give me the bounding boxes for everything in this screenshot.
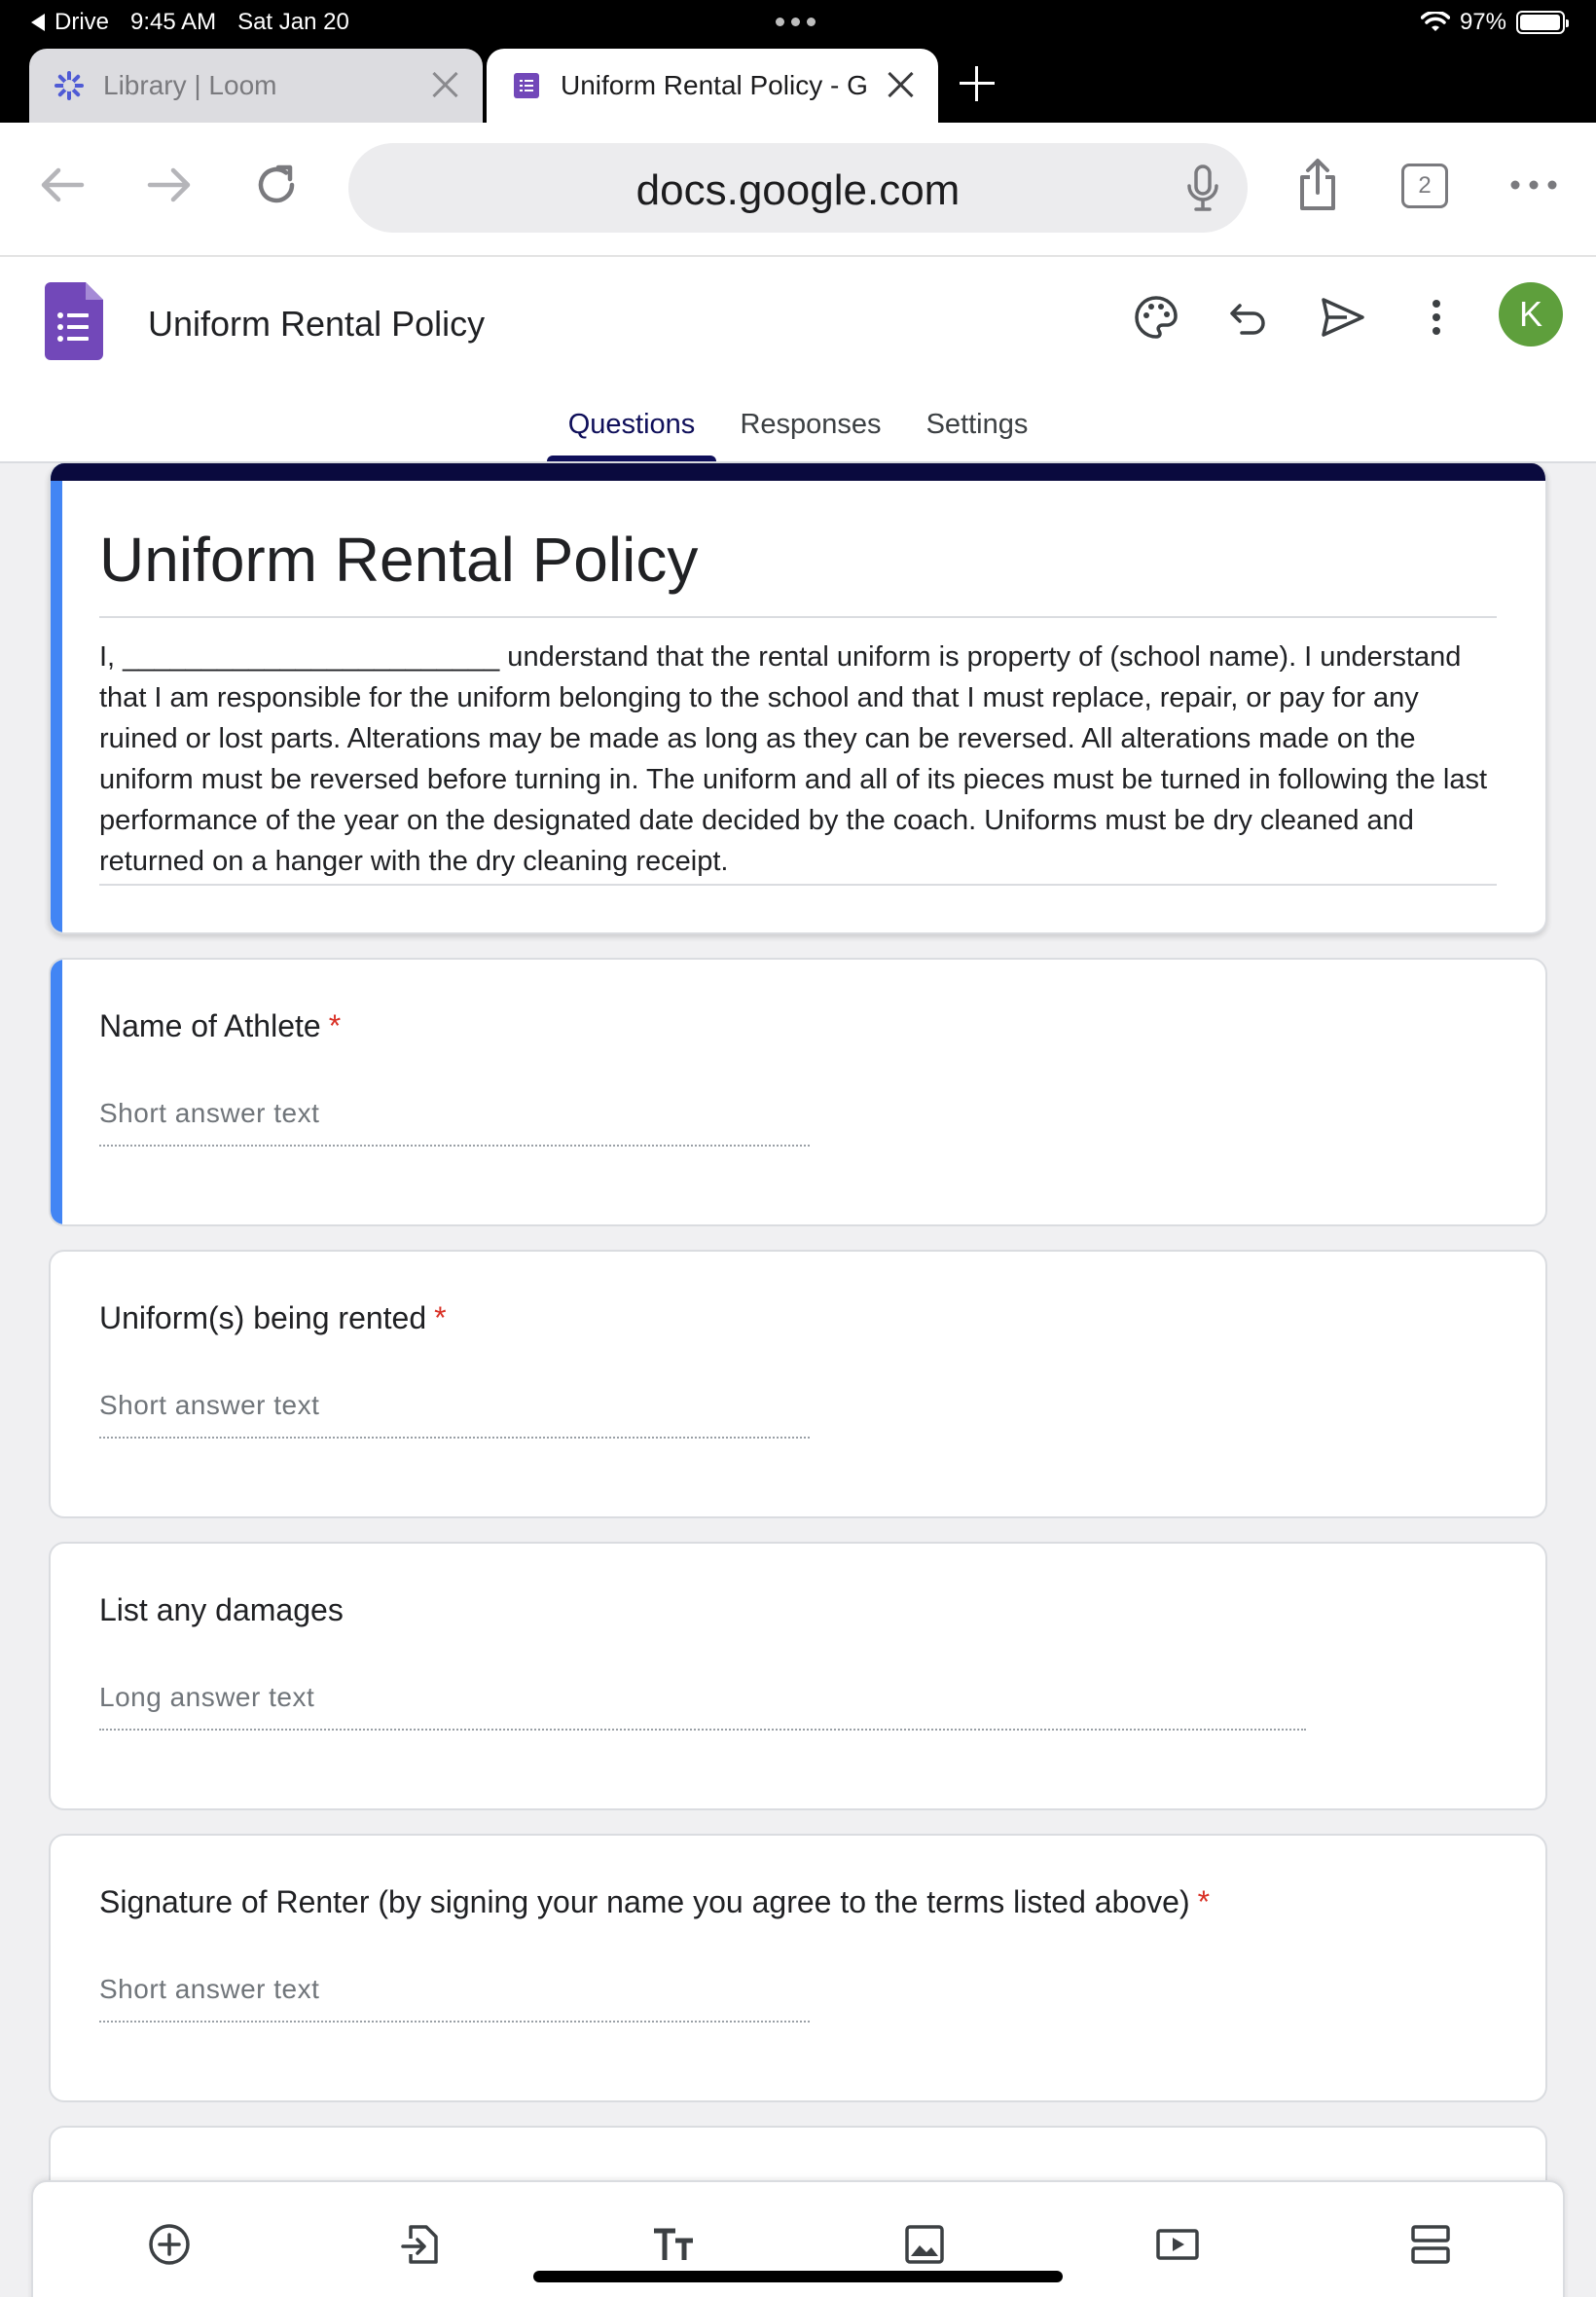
- wifi-icon: [1421, 12, 1450, 33]
- tab-settings[interactable]: Settings: [925, 409, 1029, 440]
- required-asterisk: *: [434, 1300, 447, 1335]
- status-date: Sat Jan 20: [237, 9, 349, 35]
- question-title[interactable]: Name of Athlete *: [99, 1008, 342, 1043]
- more-options-icon[interactable]: [1506, 158, 1561, 212]
- tab-questions[interactable]: Questions: [547, 393, 716, 463]
- browser-chrome: [0, 0, 1596, 123]
- add-question-icon[interactable]: [146, 2221, 193, 2268]
- form-description[interactable]: I, ________________________ understand that the rental uniform is property of (school name). I understand that I am responsible for the uniform belonging to the school and that I must replace, repair, or pay for any ruined or lost parts. Alterations may be made as long as they can be reversed. All alterations made on the uniform must be reversed before turning in. The uniform and all of its pieces must be turned in following the last performance of the year on the designated date decided by the coach. Uniforms must be dry cleaned and returned on a hanger with the dry cleaning receipt.: [99, 641, 1488, 877]
- undo-icon[interactable]: [1224, 292, 1275, 343]
- question-card[interactable]: [49, 1250, 1547, 1518]
- browser-toolbar: [0, 123, 1596, 257]
- required-asterisk: *: [1197, 1884, 1211, 1919]
- form-title-card[interactable]: [49, 463, 1547, 934]
- forms-header: [0, 257, 1596, 463]
- status-time: 9:45 AM: [130, 9, 217, 35]
- form-title[interactable]: Uniform Rental Policy: [99, 525, 699, 595]
- palette-icon[interactable]: [1131, 292, 1181, 343]
- tab-switcher-button[interactable]: 2: [1401, 164, 1448, 208]
- back-app-label[interactable]: Drive: [54, 9, 110, 35]
- url-text[interactable]: docs.google.com: [635, 166, 961, 214]
- back-arrow-icon[interactable]: [35, 158, 90, 212]
- status-right: [1421, 9, 1565, 36]
- add-image-icon[interactable]: [901, 2221, 948, 2268]
- tab-title: Uniform Rental Policy - G: [561, 70, 868, 100]
- forward-arrow-icon[interactable]: [142, 158, 197, 212]
- answer-placeholder: Short answer text: [99, 1974, 320, 2004]
- answer-underline: [99, 2021, 810, 2023]
- tab-library-loom[interactable]: [29, 49, 483, 123]
- google-forms-logo-icon[interactable]: [45, 282, 103, 360]
- question-title[interactable]: Signature of Renter (by signing your name you agree to the terms listed above) *: [99, 1884, 1211, 1919]
- tab-title: Library | Loom: [103, 70, 277, 100]
- send-icon[interactable]: [1318, 292, 1368, 343]
- status-left: [31, 9, 371, 36]
- address-bar[interactable]: [348, 143, 1248, 233]
- back-to-app-icon[interactable]: [31, 14, 45, 31]
- question-title[interactable]: List any damages: [99, 1592, 344, 1627]
- answer-underline: [99, 1729, 1306, 1731]
- question-title[interactable]: Uniform(s) being rented *: [99, 1300, 447, 1335]
- battery-icon: [1516, 11, 1565, 34]
- battery-percent: 97%: [1459, 9, 1506, 35]
- import-questions-icon[interactable]: [397, 2221, 444, 2268]
- home-indicator[interactable]: [533, 2271, 1063, 2282]
- question-card[interactable]: [49, 1834, 1547, 2102]
- more-vert-icon[interactable]: [1411, 292, 1462, 343]
- account-avatar[interactable]: K: [1499, 282, 1563, 346]
- close-tab-icon[interactable]: [428, 68, 461, 101]
- add-video-icon[interactable]: [1154, 2221, 1201, 2268]
- question-card[interactable]: [49, 1542, 1547, 1810]
- answer-placeholder: Short answer text: [99, 1390, 320, 1420]
- answer-placeholder: Short answer text: [99, 1098, 320, 1128]
- share-icon[interactable]: [1290, 158, 1345, 212]
- question-card[interactable]: [49, 958, 1547, 1226]
- reload-icon[interactable]: [249, 158, 304, 212]
- add-title-description-icon[interactable]: [650, 2221, 697, 2268]
- description-divider: [99, 884, 1497, 886]
- tab-responses[interactable]: Responses: [740, 409, 882, 440]
- answer-underline: [99, 1437, 810, 1439]
- title-divider: [99, 616, 1497, 618]
- google-forms-icon: [512, 71, 541, 100]
- add-section-icon[interactable]: [1407, 2221, 1454, 2268]
- tab-uniform-rental-policy[interactable]: [487, 49, 938, 123]
- form-tabs: [0, 393, 1596, 463]
- document-title[interactable]: Uniform Rental Policy: [148, 304, 486, 344]
- answer-underline: [99, 1145, 810, 1147]
- theme-header-band: [51, 463, 1545, 481]
- new-tab-plus-icon[interactable]: [960, 66, 995, 101]
- close-tab-icon[interactable]: [884, 68, 917, 101]
- status-bar: [0, 0, 1596, 45]
- microphone-icon[interactable]: [1183, 163, 1222, 213]
- loom-icon: [54, 71, 84, 100]
- required-asterisk: *: [328, 1008, 342, 1043]
- multitasking-dots-icon[interactable]: [776, 18, 816, 26]
- answer-placeholder: Long answer text: [99, 1682, 315, 1712]
